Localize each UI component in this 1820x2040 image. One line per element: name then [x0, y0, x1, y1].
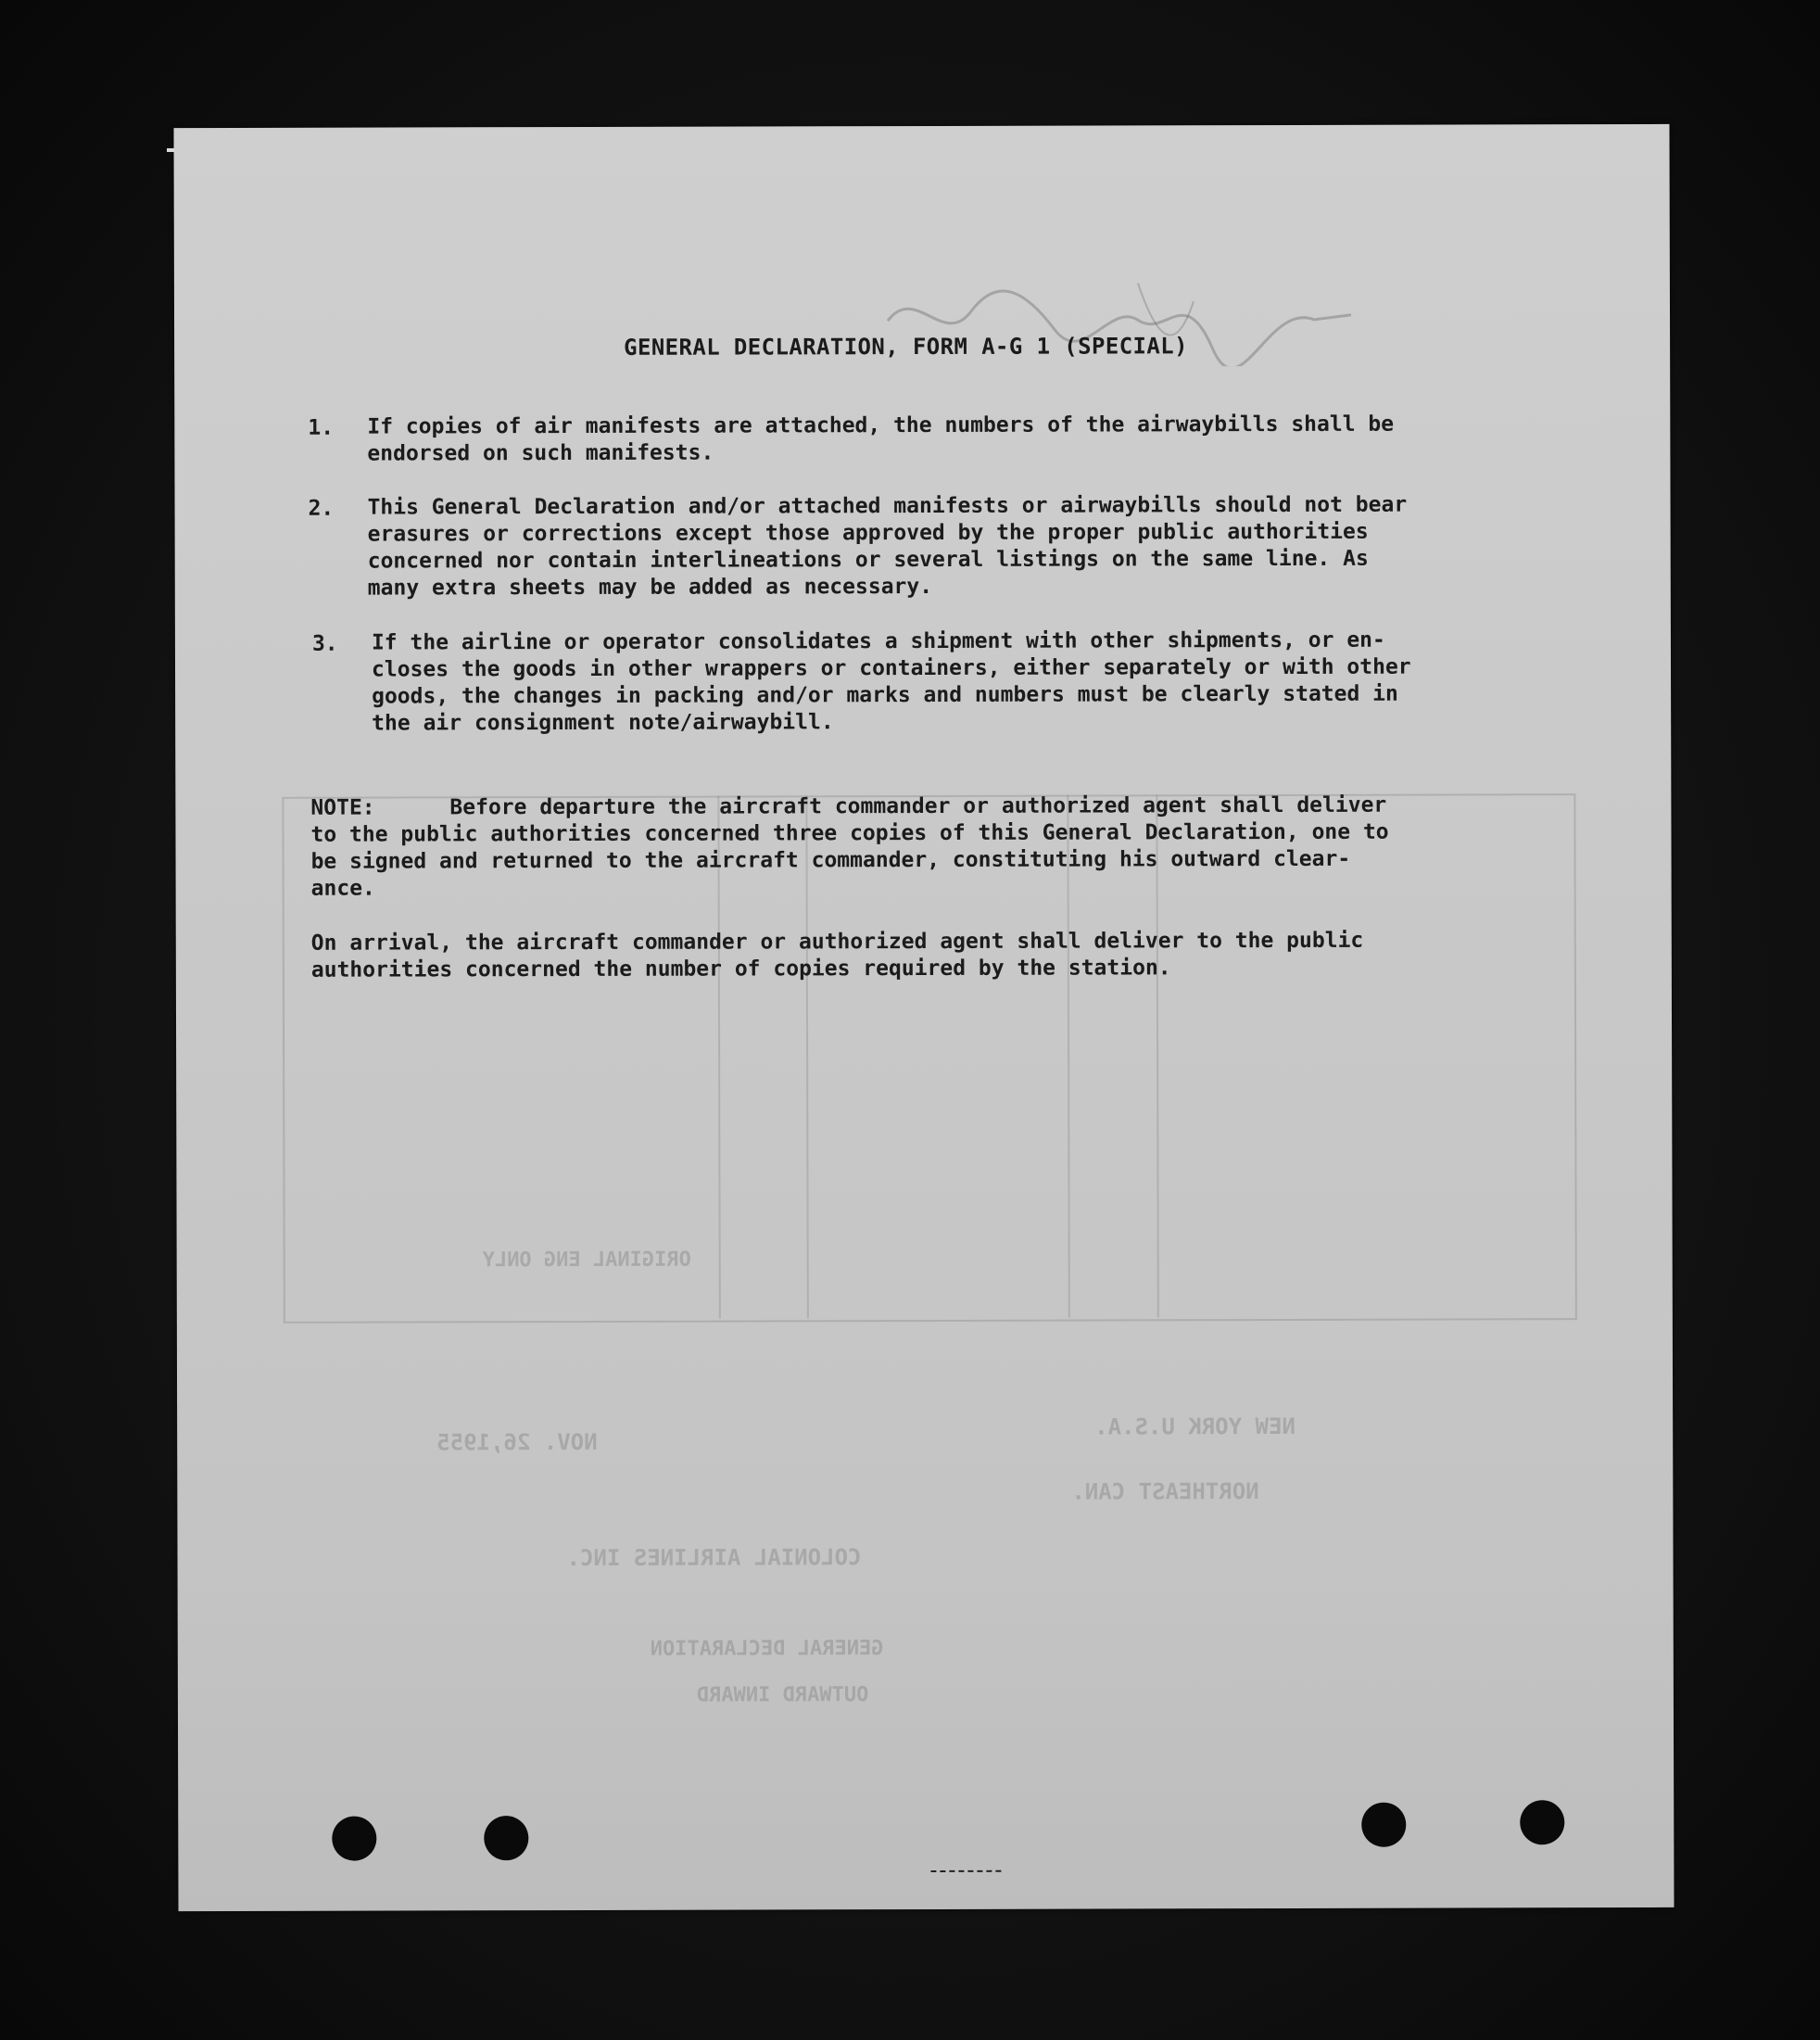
item-number: 3.: [311, 631, 338, 656]
punch-hole: [1520, 1800, 1564, 1844]
item-number: 2.: [308, 496, 335, 521]
show-through-text: COLONIAL AIRLINES INC.: [566, 1544, 862, 1572]
note-block: [310, 792, 1534, 902]
list-item-3: [372, 627, 1563, 737]
show-through-text: NOV. 26,1955: [436, 1428, 598, 1456]
scan-artifact: [167, 148, 174, 152]
item-line: closes the goods in other wrappers or containers, either separately or with other: [371, 654, 1411, 682]
arrival-block: [311, 927, 1544, 983]
item-line: many extra sheets may be added as necessary.: [367, 574, 933, 601]
item-line: This General Declaration and/or attached manifests or airwaybills should not bear: [367, 492, 1408, 520]
item-line: If the airline or operator consolidates a shipment with other shipments, or en-: [371, 627, 1385, 655]
note-first-line: [310, 792, 1534, 821]
document-page: [173, 124, 1674, 1911]
arrival-line: authorities concerned the number of copies required by the station.: [310, 956, 1171, 982]
show-through-text: GENERAL DECLARATION: [650, 1637, 884, 1661]
list-item-2: [368, 491, 1558, 602]
item-line: endorsed on such manifests.: [367, 440, 714, 466]
arrival-line: On arrival, the aircraft commander or authorized agent shall deliver to the public: [310, 928, 1364, 956]
item-line: erasures or corrections except those approved by the proper public authorities: [367, 519, 1369, 547]
show-through-text: ORIGINAL ENG ONLY: [482, 1248, 691, 1273]
item-line: If copies of air manifests are attached, the numbers of the airwaybills shall be: [367, 412, 1395, 439]
note-line: to the public authorities concerned three copies of this General Declaration, one to: [310, 819, 1389, 847]
show-through-text: NEW YORK U.S.A.: [1094, 1413, 1295, 1440]
show-through-text: NORTHEAST CAN.: [1071, 1478, 1259, 1505]
fold-mark: [930, 1869, 1005, 1874]
punch-hole: [1361, 1803, 1406, 1847]
item-line: the air consignment note/airwaybill.: [372, 710, 834, 736]
note-line: Before departure the aircraft commander or authorized agent shall deliver: [449, 792, 1387, 820]
note-line: be signed and returned to the aircraft commander, constituting his outward clear-: [310, 846, 1351, 874]
list-item-1: [367, 411, 1557, 467]
punch-hole: [332, 1817, 376, 1861]
page-title: GENERAL DECLARATION, FORM A-G 1 (SPECIAL): [624, 333, 1188, 361]
item-line: goods, the changes in packing and/or marks and numbers must be clearly stated in: [372, 681, 1398, 709]
note-label: NOTE:: [310, 795, 375, 820]
note-line: ance.: [310, 876, 375, 901]
show-through-text: OUTWARD INWARD: [696, 1683, 869, 1707]
item-line: concerned nor contain interlineations or several listings on the same line. As: [367, 546, 1369, 574]
item-number: 1.: [308, 415, 335, 440]
punch-hole: [484, 1816, 528, 1860]
